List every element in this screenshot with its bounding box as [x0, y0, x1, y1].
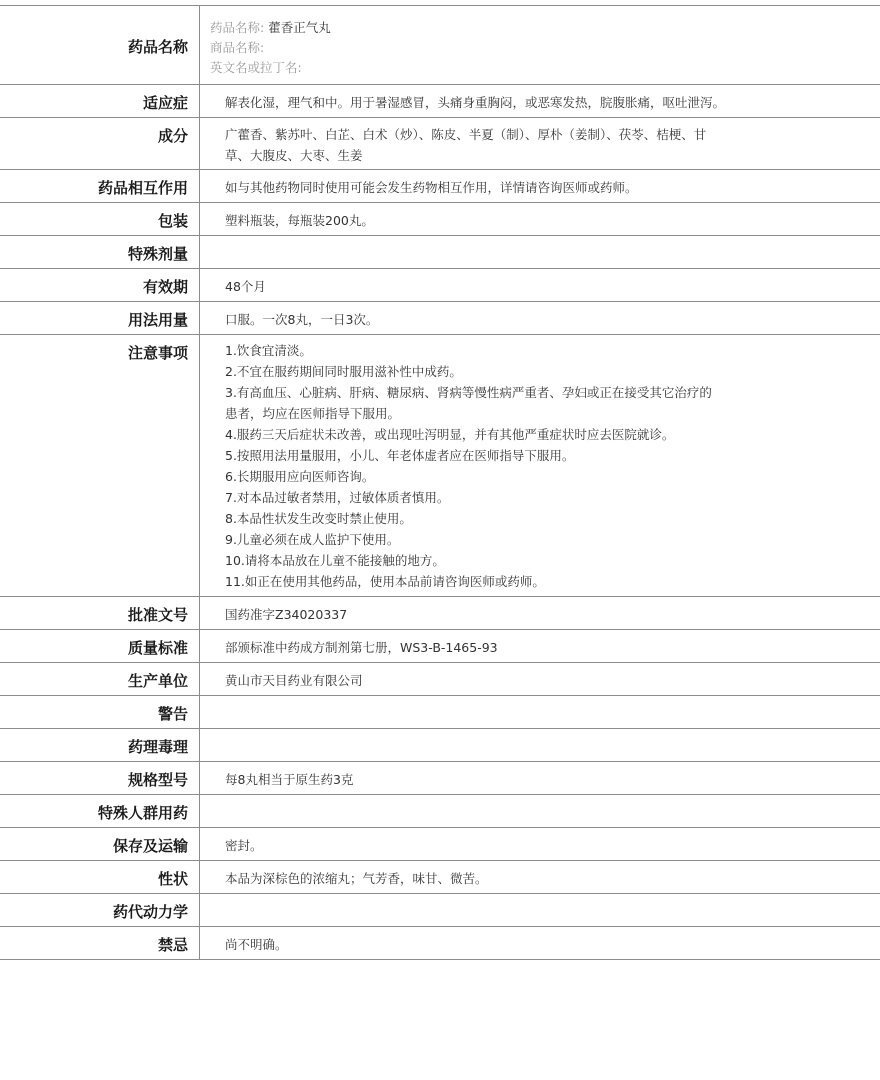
- precaution-item: 1.饮食宜清淡。: [225, 343, 312, 358]
- row-quality-standard: [0, 629, 880, 662]
- row-label: 禁忌: [0, 927, 200, 959]
- row-value: 本品为深棕色的浓缩丸；气芳香，味甘、微苦。: [225, 871, 488, 886]
- name-block: [200, 6, 880, 84]
- row-toxicology: [0, 728, 880, 761]
- ingredients-line: 草、大腹皮、大枣、生姜: [225, 148, 363, 163]
- row-value: 解表化湿，理气和中。用于暑湿感冒，头痛身重胸闷，或恶寒发热，脘腹胀痛，呕吐泄泻。: [225, 95, 726, 110]
- row-value: [200, 236, 880, 268]
- row-label: 药品名称: [0, 6, 200, 84]
- row-label: 药代动力学: [0, 894, 200, 926]
- row-warning: [0, 695, 880, 728]
- trade-name-line: [210, 38, 800, 58]
- row-label: 批准文号: [0, 597, 200, 629]
- row-value: [200, 335, 880, 596]
- row-specification: [0, 761, 880, 794]
- english-name-line: [210, 58, 800, 78]
- row-manufacturer: [0, 662, 880, 695]
- row-value: 口服。一次8丸，一日3次。: [225, 312, 379, 327]
- precaution-item: 10.请将本品放在儿童不能接触的地方。: [225, 553, 445, 568]
- row-drug-name: [0, 5, 880, 84]
- precaution-item: 2.不宜在服药期间同时服用滋补性中成药。: [225, 364, 462, 379]
- row-value: 每8丸相当于原生药3克: [225, 772, 354, 787]
- ingredients-line: 广藿香、紫苏叶、白芷、白术（炒）、陈皮、半夏（制）、厚朴（姜制）、茯苓、桔梗、甘: [225, 127, 707, 142]
- trade-name-key: 商品名称:: [210, 40, 265, 55]
- drug-name-line: [210, 18, 800, 38]
- row-label: 注意事项: [0, 335, 200, 596]
- row-label: 规格型号: [0, 762, 200, 794]
- row-value: 如与其他药物同时使用可能会发生药物相互作用，详情请咨询医师或药师。: [225, 180, 638, 195]
- row-indications: [0, 84, 880, 117]
- row-value: 密封。: [225, 838, 263, 853]
- row-label: 适应症: [0, 85, 200, 117]
- row-special-groups: [0, 794, 880, 827]
- precaution-item: 3.有高血压、心脏病、肝病、糖尿病、肾病等慢性病严重者、孕妇或正在接受其它治疗的: [225, 385, 712, 400]
- row-label: 质量标准: [0, 630, 200, 662]
- drug-name-value: 藿香正气丸: [268, 20, 331, 35]
- row-appearance: [0, 860, 880, 893]
- row-value: 48个月: [225, 279, 266, 294]
- row-label: 特殊人群用药: [0, 795, 200, 827]
- precaution-item: 6.长期服用应向医师咨询。: [225, 469, 375, 484]
- row-label: 保存及运输: [0, 828, 200, 860]
- row-label: 药理毒理: [0, 729, 200, 761]
- row-expiry: [0, 268, 880, 301]
- row-label: 成分: [0, 118, 200, 169]
- row-value: [200, 696, 880, 728]
- row-label: 性状: [0, 861, 200, 893]
- row-dosage: [0, 301, 880, 334]
- row-value: 国药准字Z34020337: [225, 607, 348, 622]
- row-storage: [0, 827, 880, 860]
- row-label: 包装: [0, 203, 200, 235]
- row-label: 有效期: [0, 269, 200, 301]
- precaution-item: 4.服药三天后症状未改善，或出现吐泻明显，并有其他严重症状时应去医院就诊。: [225, 427, 675, 442]
- row-label: 警告: [0, 696, 200, 728]
- row-value: 黄山市天目药业有限公司: [225, 673, 363, 688]
- row-value: 尚不明确。: [225, 937, 288, 952]
- row-approval-number: [0, 596, 880, 629]
- row-contraindications: [0, 926, 880, 960]
- precaution-item: 8.本品性状发生改变时禁止使用。: [225, 511, 412, 526]
- precaution-item: 患者，均应在医师指导下服用。: [225, 406, 401, 421]
- row-special-dose: [0, 235, 880, 268]
- precaution-item: 9.儿童必须在成人监护下使用。: [225, 532, 400, 547]
- drug-name-key: 药品名称:: [210, 20, 265, 35]
- row-label: 药品相互作用: [0, 170, 200, 202]
- row-value: [200, 795, 880, 827]
- row-value: 部颁标准中药成方制剂第七册，WS3-B-1465-93: [225, 640, 498, 655]
- english-name-key: 英文名或拉丁名:: [210, 60, 302, 75]
- row-packaging: [0, 202, 880, 235]
- row-label: 特殊剂量: [0, 236, 200, 268]
- row-value: [200, 729, 880, 761]
- row-pharmacokinetics: [0, 893, 880, 926]
- row-precautions: [0, 334, 880, 596]
- row-ingredients: [0, 117, 880, 169]
- row-label: 生产单位: [0, 663, 200, 695]
- row-interactions: [0, 169, 880, 202]
- row-value: [200, 118, 880, 169]
- row-value: 塑料瓶装，每瓶装200丸。: [225, 213, 374, 228]
- row-label: 用法用量: [0, 302, 200, 334]
- row-value: [200, 894, 880, 926]
- precaution-item: 11.如正在使用其他药品，使用本品前请咨询医师或药师。: [225, 574, 545, 589]
- drug-info-table: [0, 5, 880, 960]
- precaution-item: 7.对本品过敏者禁用，过敏体质者慎用。: [225, 490, 450, 505]
- precaution-item: 5.按照用法用量服用，小儿、年老体虚者应在医师指导下服用。: [225, 448, 575, 463]
